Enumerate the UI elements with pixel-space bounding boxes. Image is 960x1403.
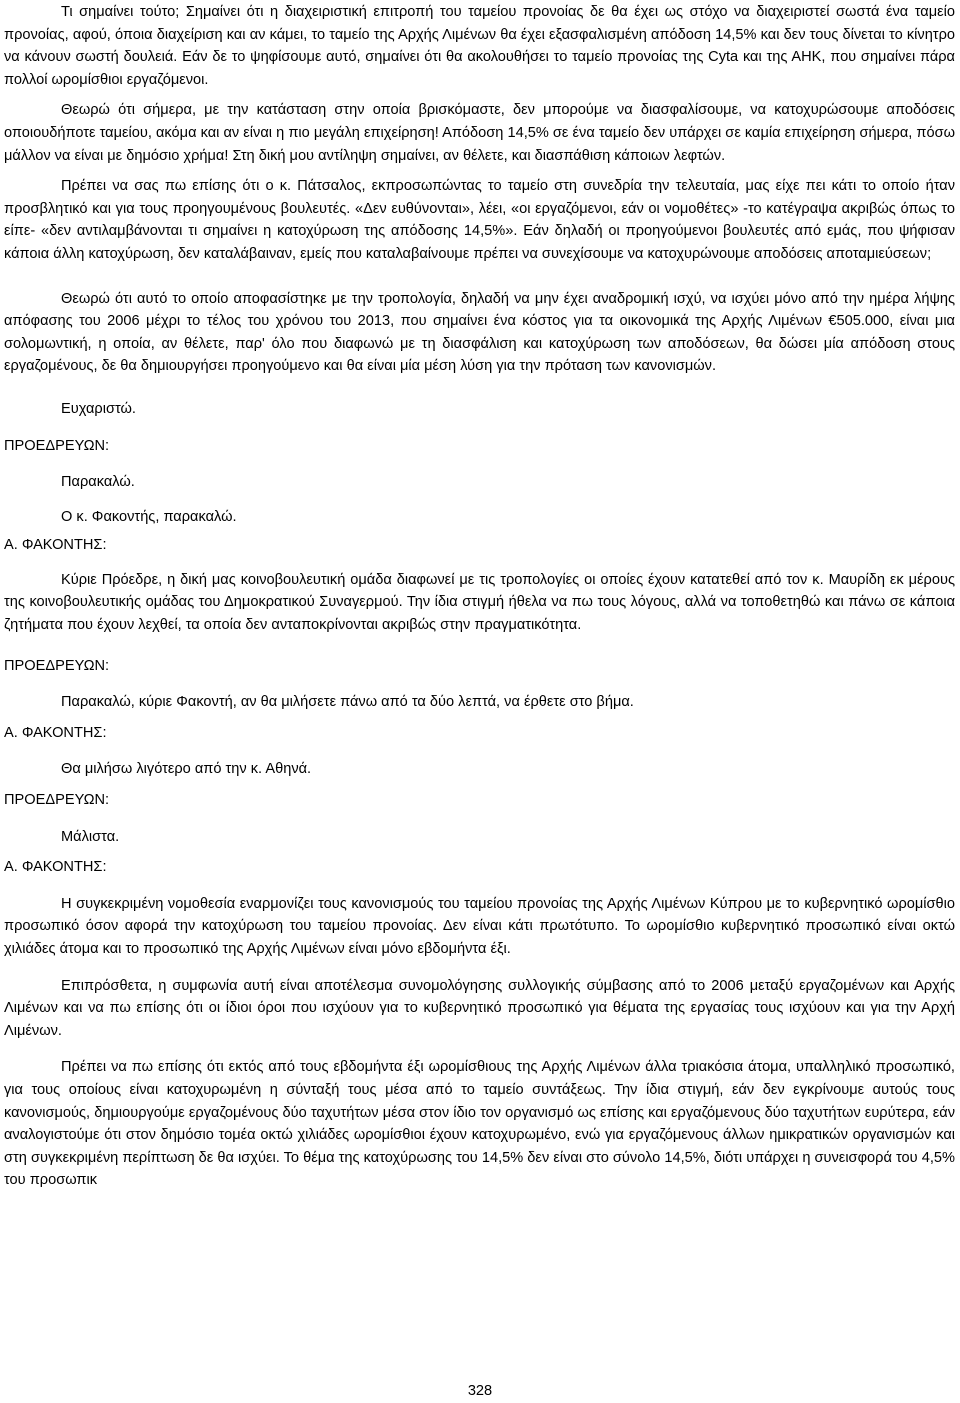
paragraph-4: Θεωρώ ότι αυτό το οποίο αποφασίστηκε με την τροπολογία, δηλαδή να μην έχει αναδρομική ισχύ, να ισχύει μόνο από την ημέρα λήψης απόφασης του 2006 μέχρι το τέλος του χρόνου του 2013, που σημαίνει ένα κόστος για τα οικονομικά της Αρχής Λιμένων €505.000, είναι μια σολομωντική, η οποία, αν θέλετε, παρ' όλο που διαφωνώ με τη διασφάλιση και κατοχύρωση των αποδόσεων, θα δώσει μία απόδοση στους εργαζομένους, δε θα δημιουργήσει προηγούμενο και θα είναι μία μέση λύση για την πρόταση των κανονισμών. (4, 290, 955, 375)
speech-line: Ο κ. Φακοντής, παρακαλώ. (61, 508, 237, 525)
page-number: 328 (467, 1383, 493, 1399)
speaker-label: Α. ΦΑΚΟΝΤΗΣ: (4, 859, 107, 876)
speech-line: Μάλιστα. (61, 828, 120, 845)
closing-thanks: Ευχαριστώ. (61, 400, 136, 417)
speech-line: Παρακαλώ, κύριε Φακοντή, αν θα μιλήσετε πάνω από τα δύο λεπτά, να έρθετε στο βήμα. (61, 694, 634, 711)
speaker-label: ΠΡΟΕΔΡΕΥΩΝ: (4, 792, 110, 809)
speaker-label: Α. ΦΑΚΟΝΤΗΣ: (4, 537, 107, 554)
paragraph-1: Τι σημαίνει τούτο; Σημαίνει ότι η διαχειριστική επιτροπή του ταμείου προνοίας δε θα έχει ως στόχο να διαχειριστεί σωστά ένα ταμείο προνοίας, αφού, όποια διαχείριση και αν κάμει, το ταμείο της Αρχής Λιμένων θα έχει εξασφαλισμένη απόδοση 14,5% και δεν τους δίνεται το κίνητρο να κάνουν σωστή δουλειά. Εάν δε το ψηφίσουμε αυτό, σημαίνει ότι θα ακολουθήσει το ταμείο προνοίας της Cyta και της ΑΗΚ, που σημαίνει πάρα πολλοί ωρομίσθιοι εργαζόμενοι. (4, 4, 955, 88)
speech-line: Παρακαλώ. (61, 474, 135, 491)
speech-paragraph: Η συγκεκριμένη νομοθεσία εναρμονίζει τους κανονισμούς του ταμείου προνοίας της Αρχής Λιμένων Κύπρου με το κυβερνητικό ωρομίσθιο προσωπικό όσον αφορά την κατοχύρωση του ταμείου προνοίας. Δεν είναι κάτι πρωτότυπο. Το ωρομίσθιο κυβερνητικό προσωπικό είναι οκτώ χιλιάδες άτομα και το προσωπικό της Αρχής Λιμένων είναι μόνο εβδομήντα έξι. (4, 895, 955, 957)
speech-paragraph: Πρέπει να πω επίσης ότι εκτός από τους εβδομήντα έξι ωρομίσθιους της Αρχής Λιμένων άλλα τριακόσια άτομα, υπαλληλικό προσωπικό, για τους οποίους είναι κατοχυρωμένη η σύνταξή τους μέσα από το ταμείο συντάξεως. Την ίδια στιγμή, εάν δεν εγκρίνουμε αυτούς τους κανονισμούς, δημιουργούμε εργαζομένους δύο ταχυτήτων μέσα στον ίδιο τον οργανισμό ως επίσης και εργαζόμενους δύο ταχυτήτων ευρύτερα, εάν αναλογιστούμε ότι στον δημόσιο τομέα οκτώ χιλιάδες ωρομίσθιοι έχουν κατοχυρωμένο, ενώ για εργαζόμενους άλλων ημικρατικών οργανισμών και στη συγκεκριμένη περίπτωση δε θα ισχύει. Το θέμα της κατοχύρωσης του 14,5% δεν είναι στο σύνολο 14,5%, διότι υπάρχει η συνεισφορά του 4,5% του προσωπικ (4, 1059, 955, 1189)
speaker-label: Α. ΦΑΚΟΝΤΗΣ: (4, 724, 107, 741)
speaker-label: ΠΡΟΕΔΡΕΥΩΝ: (4, 437, 110, 454)
speech-paragraph: Κύριε Πρόεδρε, η δική μας κοινοβουλευτική ομάδα διαφωνεί με τις τροπολογίες οι οποίες έχουν κατατεθεί από τον κ. Μαυρίδη εκ μέρους της κοινοβουλευτικής ομάδας του Δημοκρατικού Συναγερμού. Την ίδια στιγμή ήθελα να πω τους λόγους, αλλά να τοποθετηθώ και πάνω σε κάποια ζητήματα που έχουν λεχθεί, τα οποία δεν ανταποκρίνονται ακριβώς στην πραγματικότητα. (4, 571, 955, 634)
speech-line: Θα μιλήσω λιγότερο από την κ. Αθηνά. (61, 761, 312, 778)
document-page (4, 1, 955, 1192)
paragraph-3: Πρέπει να σας πω επίσης ότι ο κ. Πάτσαλος, εκπροσωπώντας το ταμείο στη συνεδρία την τελευταία, μας είχε πει κάτι το οποίο ήταν προσβλητικό και για τους προηγουμένους βουλευτές. «Δεν ευθύνονται», λέει, «οι εργαζόμενοι, εάν οι νομοθέτες» -το κατέγραψα ακριβώς όπως το είπε- «δεν αντιλαμβάνονται τι σημαίνει η κατοχύρωση της απόδοσης 14,5%». Εάν δηλαδή οι προηγούμενοι βουλευτές από εμάς, που ψήφισαν κάποια άλλη κατοχύρωση, δεν καταλάβαιναν, εμείς που καταλαβαίνουμε πρέπει να συνεχίσουμε να κατοχυρώνουμε αποδόσεις αποταμιεύσεων; (4, 178, 955, 262)
paragraph-2: Θεωρώ ότι σήμερα, με την κατάσταση στην οποία βρισκόμαστε, δεν μπορούμε να διασφαλίσουμε, να κατοχυρώσουμε αποδόσεις οποιουδήποτε ταμείου, ακόμα και αν είναι η πιο μεγάλη επιχείρηση! Απόδοση 14,5% σε ένα ταμείο δεν υπάρχει σε καμία επιχείρηση σήμερα, πόσω μάλλον να είναι με δημόσιο χρήμα! Στη δική μου αντίληψη σημαίνει, αν θέλετε, και διασπάθιση κάποιων λεφτών. (4, 102, 955, 164)
speech-paragraph: Επιπρόσθετα, η συμφωνία αυτή είναι αποτέλεσμα συνομολόγησης συλλογικής σύμβασης από το 2006 μεταξύ εργαζομένων και Αρχής Λιμένων και να πω επίσης ότι οι ίδιοι όροι που ισχύουν για το κυβερνητικό προσωπικό για θέματα της εργασίας τους ισχύουν και για την Αρχή Λιμένων. (4, 977, 955, 1039)
speaker-label: ΠΡΟΕΔΡΕΥΩΝ: (4, 657, 110, 674)
